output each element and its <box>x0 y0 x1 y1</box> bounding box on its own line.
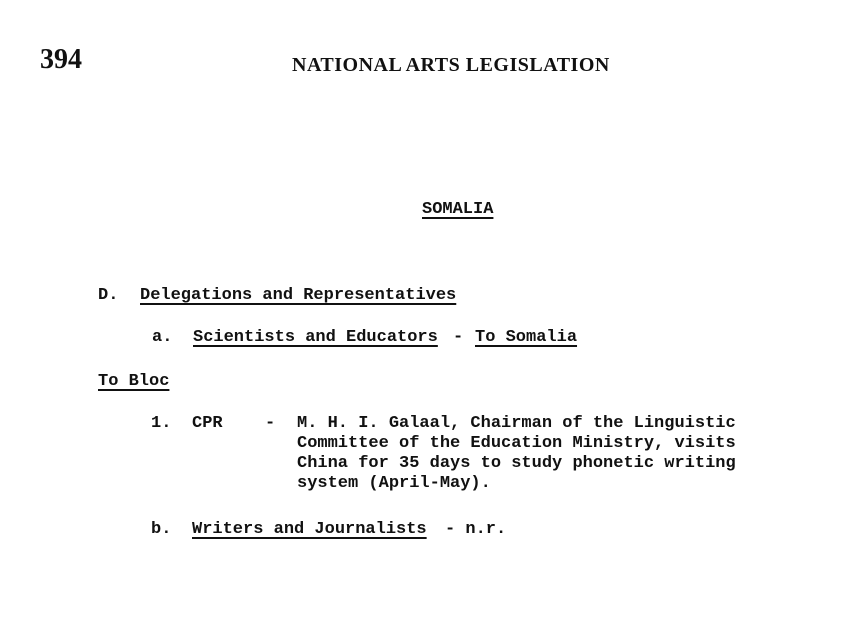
entry-country: CPR <box>192 414 223 433</box>
entry-description <box>297 414 736 494</box>
entry-line: system (April-May). <box>297 474 491 493</box>
subsection-b-rest: - n.r. <box>445 520 507 539</box>
subsection-a-destination: To Somalia <box>475 328 578 347</box>
subsection-a-title: Scientists and Educators <box>193 328 438 347</box>
country-heading: SOMALIA <box>422 200 494 219</box>
entry-number: 1. <box>151 414 172 433</box>
page-number: 394 <box>40 44 82 75</box>
subsection-a-letter: a. <box>152 328 173 347</box>
entry-line: Committee of the Education Ministry, visits <box>297 434 736 453</box>
bloc-heading: To Bloc <box>98 372 170 391</box>
section-title: Delegations and Representatives <box>140 286 457 305</box>
running-head: NATIONAL ARTS LEGISLATION <box>292 54 610 76</box>
subsection-b-title: Writers and Journalists <box>192 520 427 539</box>
entry-line: China for 35 days to study phonetic writing <box>297 454 736 473</box>
subsection-b-letter: b. <box>151 520 172 539</box>
entry-line: M. H. I. Galaal, Chairman of the Linguistic <box>297 414 736 433</box>
section-letter: D. <box>98 286 119 305</box>
entry-dash: - <box>265 414 276 433</box>
subsection-a-dash: - <box>453 328 464 347</box>
